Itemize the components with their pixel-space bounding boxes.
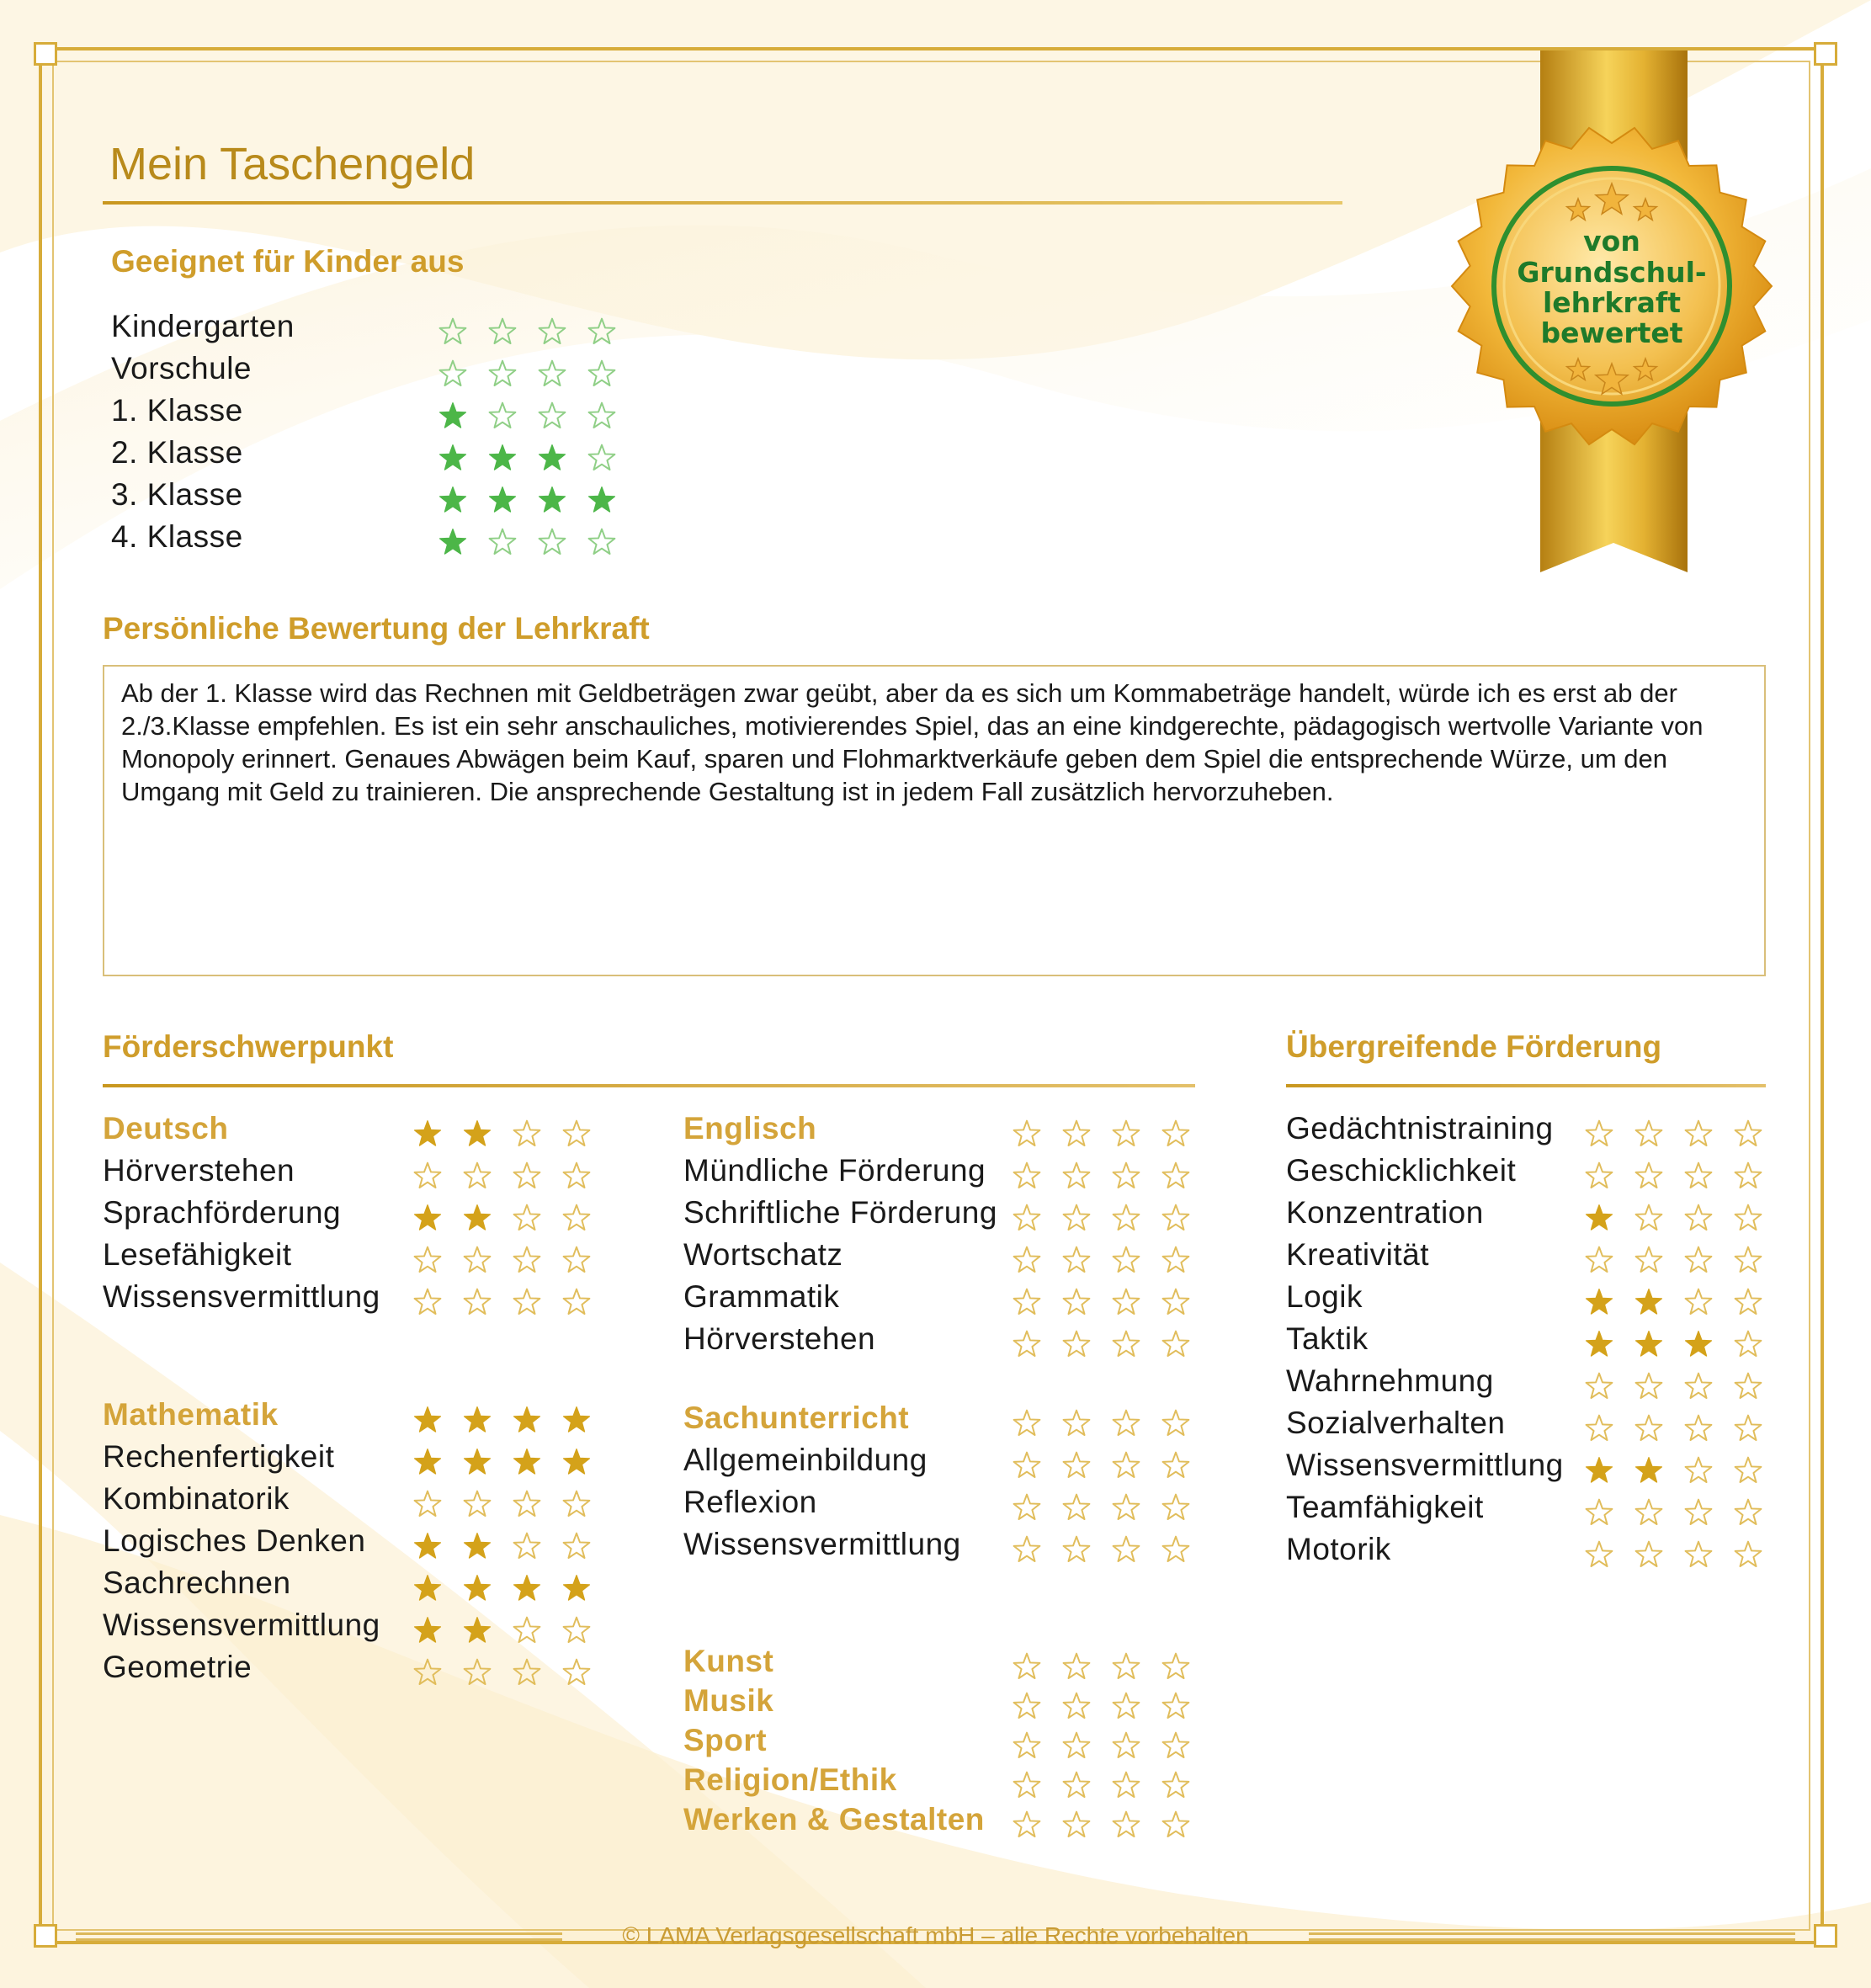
rating-label: Kombinatorik — [103, 1481, 290, 1516]
star-empty-icon — [1634, 1119, 1664, 1149]
rating-label: Kreativität — [1286, 1237, 1430, 1272]
star-empty-icon — [1161, 1810, 1191, 1840]
uebergreifend-rule — [1286, 1084, 1766, 1087]
star-filled-icon — [1634, 1329, 1664, 1359]
star-empty-icon — [1634, 1161, 1664, 1191]
star-filled-icon — [438, 527, 468, 557]
star-empty-icon — [1012, 1329, 1042, 1359]
rating-label: Sozialverhalten — [1286, 1406, 1506, 1440]
seal-text: lehrkraft — [1542, 286, 1682, 319]
rating-label: Reflexion — [683, 1485, 817, 1519]
star-empty-icon — [1012, 1203, 1042, 1233]
foerderschwerpunkt-heading: Förderschwerpunkt — [103, 1029, 394, 1064]
star-filled-icon — [438, 401, 468, 431]
star-empty-icon — [1061, 1651, 1092, 1682]
star-rating — [1584, 1329, 1783, 1364]
star-rating — [1012, 1119, 1210, 1154]
star-empty-icon — [1111, 1770, 1141, 1800]
rating-label: Wissensvermittlung — [683, 1527, 961, 1561]
star-filled-icon — [1683, 1329, 1714, 1359]
star-rating — [412, 1573, 611, 1608]
star-filled-icon — [412, 1615, 443, 1645]
star-empty-icon — [561, 1245, 592, 1275]
star-empty-icon — [1733, 1329, 1763, 1359]
star-empty-icon — [1012, 1408, 1042, 1438]
star-empty-icon — [1683, 1287, 1714, 1317]
star-empty-icon — [512, 1489, 542, 1519]
rating-label: Vorschule — [111, 351, 252, 385]
star-empty-icon — [1111, 1730, 1141, 1761]
star-filled-icon — [537, 485, 567, 515]
star-empty-icon — [438, 359, 468, 389]
star-empty-icon — [587, 359, 617, 389]
star-empty-icon — [1061, 1730, 1092, 1761]
rating-label: Lesefähigkeit — [103, 1237, 292, 1272]
star-empty-icon — [1111, 1287, 1141, 1317]
rating-label: Wahrnehmung — [1286, 1363, 1494, 1398]
seal-text: bewertet — [1540, 316, 1683, 349]
star-empty-icon — [1161, 1770, 1191, 1800]
star-empty-icon — [512, 1531, 542, 1561]
rating-label: Sachrechnen — [103, 1565, 291, 1600]
category-title: Religion/Ethik — [683, 1762, 897, 1797]
rating-label: Motorik — [1286, 1532, 1391, 1566]
star-empty-icon — [462, 1489, 492, 1519]
star-empty-icon — [1683, 1413, 1714, 1443]
star-filled-icon — [438, 443, 468, 473]
star-empty-icon — [1061, 1450, 1092, 1480]
star-empty-icon — [1061, 1691, 1092, 1721]
star-rating — [1012, 1492, 1210, 1528]
frame-corner — [1814, 42, 1837, 66]
star-empty-icon — [487, 527, 518, 557]
star-empty-icon — [1634, 1371, 1664, 1401]
star-empty-icon — [1683, 1497, 1714, 1528]
star-empty-icon — [1584, 1245, 1614, 1275]
star-empty-icon — [1733, 1413, 1763, 1443]
star-rating — [1012, 1691, 1210, 1726]
star-rating — [1012, 1770, 1210, 1805]
star-rating — [438, 527, 636, 562]
star-rating — [1584, 1287, 1783, 1322]
star-empty-icon — [537, 527, 567, 557]
star-filled-icon — [462, 1119, 492, 1149]
star-empty-icon — [1111, 1534, 1141, 1565]
star-empty-icon — [561, 1489, 592, 1519]
star-filled-icon — [561, 1447, 592, 1477]
star-rating — [1012, 1287, 1210, 1322]
star-rating — [1012, 1161, 1210, 1196]
rating-label: Hörverstehen — [683, 1321, 876, 1356]
star-empty-icon — [1012, 1450, 1042, 1480]
uebergreifend-heading: Übergreifende Förderung — [1286, 1029, 1662, 1064]
star-rating — [438, 316, 636, 352]
star-empty-icon — [512, 1615, 542, 1645]
star-rating — [412, 1245, 611, 1280]
star-empty-icon — [1161, 1730, 1191, 1761]
star-rating — [438, 401, 636, 436]
star-empty-icon — [1584, 1413, 1614, 1443]
star-empty-icon — [512, 1161, 542, 1191]
star-empty-icon — [1111, 1651, 1141, 1682]
rating-label: Sprachförderung — [103, 1195, 342, 1230]
star-empty-icon — [1634, 1497, 1664, 1528]
star-empty-icon — [487, 359, 518, 389]
rating-label: Geschicklichkeit — [1286, 1153, 1517, 1188]
star-empty-icon — [1061, 1161, 1092, 1191]
star-filled-icon — [462, 1203, 492, 1233]
star-empty-icon — [512, 1287, 542, 1317]
star-filled-icon — [462, 1531, 492, 1561]
star-filled-icon — [462, 1405, 492, 1435]
star-empty-icon — [1584, 1371, 1614, 1401]
rating-label: 3. Klasse — [111, 477, 243, 512]
page-title: Mein Taschengeld — [109, 139, 476, 189]
star-empty-icon — [1161, 1691, 1191, 1721]
star-rating — [438, 485, 636, 520]
star-empty-icon — [1683, 1455, 1714, 1486]
category-title: Sachunterricht — [683, 1401, 910, 1435]
rating-label: Wortschatz — [683, 1237, 843, 1272]
star-empty-icon — [1683, 1539, 1714, 1570]
title-underline — [103, 201, 1342, 205]
star-rating — [1012, 1329, 1210, 1364]
star-empty-icon — [438, 316, 468, 347]
rating-label: Kindergarten — [111, 309, 295, 343]
rating-label: Rechenfertigkeit — [103, 1439, 335, 1474]
star-empty-icon — [1733, 1161, 1763, 1191]
star-empty-icon — [537, 401, 567, 431]
star-empty-icon — [412, 1287, 443, 1317]
star-empty-icon — [1111, 1203, 1141, 1233]
star-empty-icon — [1111, 1810, 1141, 1840]
category-title: Deutsch — [103, 1111, 229, 1145]
star-empty-icon — [1161, 1329, 1191, 1359]
star-empty-icon — [1683, 1203, 1714, 1233]
star-empty-icon — [1012, 1245, 1042, 1275]
copyright-footer: © LAMA Verlagsgesellschaft mbH – alle Rechte vorbehalten — [622, 1922, 1249, 1948]
star-empty-icon — [462, 1287, 492, 1317]
category-title: Sport — [683, 1723, 768, 1757]
star-filled-icon — [1584, 1329, 1614, 1359]
star-empty-icon — [412, 1489, 443, 1519]
rating-label: 4. Klasse — [111, 519, 243, 554]
star-filled-icon — [512, 1405, 542, 1435]
star-empty-icon — [1161, 1119, 1191, 1149]
star-empty-icon — [1733, 1245, 1763, 1275]
star-empty-icon — [1012, 1691, 1042, 1721]
star-filled-icon — [512, 1573, 542, 1603]
rating-label: Konzentration — [1286, 1195, 1484, 1230]
star-filled-icon — [1584, 1203, 1614, 1233]
star-empty-icon — [561, 1119, 592, 1149]
star-empty-icon — [1634, 1203, 1664, 1233]
category-title: Musik — [683, 1683, 774, 1718]
star-filled-icon — [1584, 1455, 1614, 1486]
rating-label: Gedächtnistraining — [1286, 1111, 1554, 1145]
star-rating — [412, 1287, 611, 1322]
star-rating — [412, 1657, 611, 1693]
star-filled-icon — [587, 485, 617, 515]
star-empty-icon — [1012, 1770, 1042, 1800]
star-empty-icon — [1061, 1245, 1092, 1275]
rating-label: Allgemeinbildung — [683, 1443, 928, 1477]
star-empty-icon — [1683, 1371, 1714, 1401]
star-empty-icon — [1733, 1287, 1763, 1317]
star-empty-icon — [1634, 1245, 1664, 1275]
star-empty-icon — [1012, 1810, 1042, 1840]
rating-label: Teamfähigkeit — [1286, 1490, 1484, 1524]
star-rating — [412, 1489, 611, 1524]
star-rating — [412, 1119, 611, 1154]
star-empty-icon — [1634, 1539, 1664, 1570]
rating-label: Wissensvermittlung — [1286, 1448, 1564, 1482]
star-rating — [438, 359, 636, 394]
star-filled-icon — [412, 1405, 443, 1435]
teacher-rated-seal — [1443, 50, 1797, 589]
star-empty-icon — [587, 443, 617, 473]
rating-label: Schriftliche Förderung — [683, 1195, 997, 1230]
star-filled-icon — [462, 1615, 492, 1645]
star-empty-icon — [412, 1657, 443, 1688]
star-empty-icon — [1161, 1408, 1191, 1438]
star-empty-icon — [1161, 1245, 1191, 1275]
star-rating — [438, 443, 636, 478]
rating-label: Geometrie — [103, 1650, 252, 1684]
star-empty-icon — [1111, 1119, 1141, 1149]
star-empty-icon — [512, 1203, 542, 1233]
rating-label: 2. Klasse — [111, 435, 243, 470]
star-filled-icon — [487, 485, 518, 515]
star-empty-icon — [1161, 1534, 1191, 1565]
star-filled-icon — [561, 1573, 592, 1603]
star-empty-icon — [1161, 1492, 1191, 1523]
star-empty-icon — [587, 401, 617, 431]
star-rating — [1012, 1730, 1210, 1766]
star-empty-icon — [1733, 1119, 1763, 1149]
star-rating — [1012, 1450, 1210, 1486]
star-empty-icon — [561, 1615, 592, 1645]
star-rating — [412, 1615, 611, 1650]
star-empty-icon — [1161, 1161, 1191, 1191]
review-textbox: Ab der 1. Klasse wird das Rechnen mit Geldbeträgen zwar geübt, aber da es sich um Kommabeträge handelt, würde ich es erst ab der 2./3.Klasse empfehlen. Es ist ein sehr anschauliches, motivierendes Spiel, das an eine kindgerechte, pädagogisch wertvolle Variante von Monopoly erinnert. Genaues Abwägen beim Kauf, sparen und Flohmarktverkäufe geben dem Spiel die entsprechende Würze, um den Umgang mit Geld zu trainieren. Die ansprechende Gestaltung ist in jedem Fall zusätzlich hervorzuheben. — [103, 665, 1766, 976]
star-rating — [1584, 1497, 1783, 1533]
star-empty-icon — [561, 1161, 592, 1191]
star-filled-icon — [438, 485, 468, 515]
star-empty-icon — [1061, 1492, 1092, 1523]
star-empty-icon — [561, 1657, 592, 1688]
star-empty-icon — [487, 401, 518, 431]
star-filled-icon — [1634, 1287, 1664, 1317]
star-empty-icon — [1584, 1497, 1614, 1528]
star-empty-icon — [1012, 1651, 1042, 1682]
star-filled-icon — [1584, 1287, 1614, 1317]
star-rating — [1584, 1161, 1783, 1196]
star-filled-icon — [537, 443, 567, 473]
star-rating — [412, 1161, 611, 1196]
rating-label: Hörverstehen — [103, 1153, 295, 1188]
seal-text: Grundschul- — [1517, 256, 1707, 289]
star-empty-icon — [537, 359, 567, 389]
star-empty-icon — [1584, 1161, 1614, 1191]
star-empty-icon — [1111, 1691, 1141, 1721]
star-empty-icon — [1061, 1203, 1092, 1233]
star-filled-icon — [487, 443, 518, 473]
star-empty-icon — [1061, 1287, 1092, 1317]
star-rating — [1012, 1651, 1210, 1687]
star-rating — [1584, 1245, 1783, 1280]
star-rating — [1584, 1371, 1783, 1406]
star-empty-icon — [1012, 1492, 1042, 1523]
star-empty-icon — [512, 1245, 542, 1275]
rating-label: Grammatik — [683, 1279, 840, 1314]
star-rating — [1584, 1119, 1783, 1154]
star-filled-icon — [412, 1447, 443, 1477]
star-filled-icon — [412, 1531, 443, 1561]
star-empty-icon — [1584, 1119, 1614, 1149]
category-title: Werken & Gestalten — [683, 1802, 985, 1837]
star-filled-icon — [412, 1203, 443, 1233]
star-empty-icon — [561, 1203, 592, 1233]
star-empty-icon — [1012, 1161, 1042, 1191]
category-title: Englisch — [683, 1111, 817, 1145]
star-empty-icon — [587, 316, 617, 347]
star-empty-icon — [1733, 1539, 1763, 1570]
star-empty-icon — [1161, 1651, 1191, 1682]
star-filled-icon — [512, 1447, 542, 1477]
star-empty-icon — [1061, 1810, 1092, 1840]
star-rating — [1584, 1539, 1783, 1575]
rating-label: Logik — [1286, 1279, 1363, 1314]
star-empty-icon — [537, 316, 567, 347]
star-empty-icon — [1061, 1770, 1092, 1800]
foerderschwerpunkt-rule — [103, 1084, 1195, 1087]
star-empty-icon — [462, 1161, 492, 1191]
star-empty-icon — [462, 1245, 492, 1275]
star-empty-icon — [1733, 1203, 1763, 1233]
star-rating — [1012, 1534, 1210, 1570]
star-empty-icon — [1012, 1534, 1042, 1565]
rating-label: Logisches Denken — [103, 1523, 366, 1558]
star-empty-icon — [1683, 1245, 1714, 1275]
star-empty-icon — [1683, 1119, 1714, 1149]
star-rating — [412, 1531, 611, 1566]
star-rating — [1584, 1203, 1783, 1238]
frame-corner — [34, 42, 57, 66]
star-rating — [1584, 1413, 1783, 1448]
star-empty-icon — [1584, 1539, 1614, 1570]
star-empty-icon — [1061, 1119, 1092, 1149]
star-filled-icon — [412, 1119, 443, 1149]
star-empty-icon — [1634, 1413, 1664, 1443]
star-empty-icon — [1111, 1161, 1141, 1191]
star-filled-icon — [1634, 1455, 1664, 1486]
star-empty-icon — [1111, 1245, 1141, 1275]
star-rating — [412, 1447, 611, 1482]
star-rating — [1012, 1203, 1210, 1238]
rating-label: Wissensvermittlung — [103, 1279, 380, 1314]
star-empty-icon — [561, 1287, 592, 1317]
star-empty-icon — [1061, 1534, 1092, 1565]
star-empty-icon — [412, 1161, 443, 1191]
seal-text: von — [1583, 225, 1640, 258]
star-empty-icon — [1012, 1730, 1042, 1761]
star-empty-icon — [1061, 1408, 1092, 1438]
star-empty-icon — [1161, 1287, 1191, 1317]
star-empty-icon — [1012, 1287, 1042, 1317]
star-filled-icon — [412, 1573, 443, 1603]
suitable-heading: Geeignet für Kinder aus — [111, 244, 465, 279]
star-empty-icon — [1111, 1450, 1141, 1480]
rating-label: Taktik — [1286, 1321, 1369, 1356]
star-empty-icon — [1061, 1329, 1092, 1359]
star-empty-icon — [512, 1657, 542, 1688]
star-empty-icon — [1111, 1408, 1141, 1438]
star-empty-icon — [561, 1531, 592, 1561]
star-rating — [412, 1405, 611, 1440]
star-empty-icon — [1111, 1329, 1141, 1359]
rating-label: 1. Klasse — [111, 393, 243, 428]
category-title: Kunst — [683, 1644, 774, 1678]
star-empty-icon — [1733, 1371, 1763, 1401]
star-rating — [412, 1203, 611, 1238]
review-heading: Persönliche Bewertung der Lehrkraft — [103, 611, 650, 646]
star-empty-icon — [587, 527, 617, 557]
star-rating — [1012, 1245, 1210, 1280]
star-empty-icon — [1733, 1497, 1763, 1528]
star-rating — [1584, 1455, 1783, 1491]
star-empty-icon — [462, 1657, 492, 1688]
star-empty-icon — [1111, 1492, 1141, 1523]
star-filled-icon — [462, 1447, 492, 1477]
star-empty-icon — [1161, 1450, 1191, 1480]
star-filled-icon — [561, 1405, 592, 1435]
star-empty-icon — [1012, 1119, 1042, 1149]
star-empty-icon — [1733, 1455, 1763, 1486]
star-rating — [1012, 1408, 1210, 1443]
category-title: Mathematik — [103, 1397, 279, 1432]
star-filled-icon — [462, 1573, 492, 1603]
star-rating — [1012, 1810, 1210, 1845]
rating-label: Wissensvermittlung — [103, 1608, 380, 1642]
star-empty-icon — [1683, 1161, 1714, 1191]
star-empty-icon — [512, 1119, 542, 1149]
star-empty-icon — [1161, 1203, 1191, 1233]
star-empty-icon — [412, 1245, 443, 1275]
rating-label: Mündliche Förderung — [683, 1153, 986, 1188]
star-empty-icon — [487, 316, 518, 347]
